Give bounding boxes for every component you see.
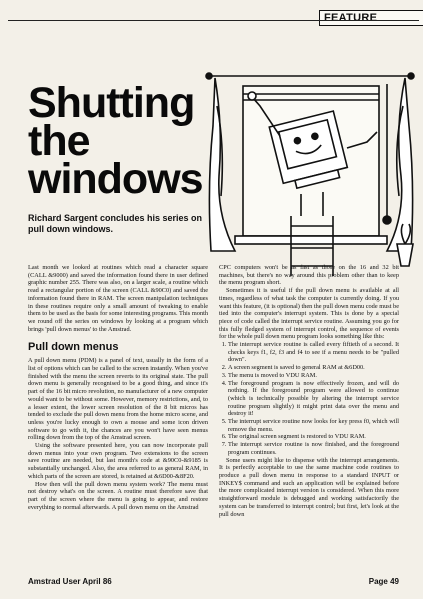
- page-footer: [28, 577, 399, 589]
- section-tag: FEATURE: [319, 10, 423, 26]
- standfirst: Richard Sargent concludes his series on pull down windows.: [28, 213, 203, 234]
- body-paragraph: Sometimes it is useful if the pull down menu is available at all times, regardless of what task the computer is currently doing. If you want this feature, (it is optional) then the pull down menu code must be tied into the computer's interrupt system. This is done by a special piece of code called the interrupt service routine. Assuming you go for this fully fledged system of interrupt control, the sequence of events for the whole pull down menu program looks something like this:: [219, 287, 399, 341]
- window-sill: [235, 236, 387, 244]
- body-paragraph: How then will the pull down menu system work? The menu must not destroy what's on the screen. A routine must therefore save that part of the screen where the menu is going to appear, and restore everything to normal afterwards. A pull down menu on the Amstrad: [28, 480, 208, 511]
- headline-line-1: Shutting: [28, 79, 195, 127]
- headline: [28, 79, 218, 203]
- list-item: 2. A screen segment is saved to general RAM at &6D00.: [228, 364, 399, 372]
- plant-pot: [397, 244, 413, 266]
- list-item: 5. The interrupt service routine now looks for key press f0, which will remove the menu.: [228, 418, 399, 433]
- footer-page-number: Page 49: [368, 577, 399, 586]
- list-item: 6. The original screen segment is restored to VDU RAM.: [228, 433, 399, 441]
- headline-line-2: the: [28, 117, 90, 165]
- footer-publication: Amstrad User April 86: [28, 577, 112, 586]
- right-column: [219, 264, 399, 518]
- list-item: 4. The foreground program is now effectively frozen, and will do nothing. If the foreground program were allowed to continue (which is technically possible by altering the interrupt service routine program slightly) it might print data over the menu and destroy it!: [228, 380, 399, 419]
- body-paragraph: Some users might like to dispense with the interrupt arrangements. It is perfectly acceptable to use the same machine code routines to produce a pull down menu in response to a standard INPUT or INKEY$ command and such an application will be explained before the more complicated interrupt version is considered. When this more straightforward module is debugged and working satisfactorily the system can be transferred to interrupt control; but first, let's look at the pull down: [219, 456, 399, 518]
- list-item: 3. The menu is moved to VDU RAM.: [228, 372, 399, 380]
- list-item: 1. The interrupt service routine is called every fiftieth of a second. It checks keys f1, f2, f3 and f4 to see if a menu needs to be "pulled down".: [228, 341, 399, 364]
- top-rule: [8, 20, 419, 21]
- body-paragraph: CPC computers won't be as fast as those on the 16 and 32 bit machines, but there's no way around this problem other than to keep the menu program short.: [219, 264, 399, 287]
- left-column: [28, 264, 208, 511]
- sequence-list: [219, 341, 399, 457]
- subhead-pull-down-menus: Pull down menus: [28, 341, 119, 354]
- headline-line-3: windows: [28, 155, 203, 203]
- illustration-computer-at-window: [205, 66, 417, 281]
- list-item: 7. The interrupt service routine is now finished, and the foreground program continues.: [228, 441, 399, 456]
- body-paragraph: A pull down menu (PDM) is a panel of text, usually in the form of a list of options which can be called to the screen instantly. When you've finished with the menu the screen reverts to its original state. The pull down menu is generally recognised to be a good thing, and since it's part of the 16 bit micro revolution, no manufacturer of a new computer would want to be without some. However, memory restrictions, and, to a lesser extent, the lower screen resolution of the 8 bit micros has tended to exclude the pull down menu from the home micro scene, and unless you're lucky enough to own a mouse and some icon driven software to go with it, the chances are you won't have seen menus rolling down from the top of the Amstrad screen.: [28, 357, 208, 442]
- body-paragraph: Using the software presented here, you can now incorporate pull down menus into your own program. Two extensions to the screen save routine are needed, but last month's code at &90C0-&9185 is substantially unchanged. Also, the area referred to as general RAM, in which parts of the screen are stored, is retained at &6D00-&8F20.: [28, 442, 208, 480]
- intro-paragraph: Last month we looked at routines which read a character square (CALL &9000) and saved the information found there in user defined graphic number 255. There was also, on a larger scale, a routine which read a rectangular portion of the screen (CALL &90C0) and saved the information found there in RAM. The screen manipulation techniques in these routines require only a small amount of tweaking to enable them to be used as the basis for some interesting programs. This month we round off the series on windows by looking at a program which brings 'pull down menus' to the Amstrad.: [28, 264, 208, 333]
